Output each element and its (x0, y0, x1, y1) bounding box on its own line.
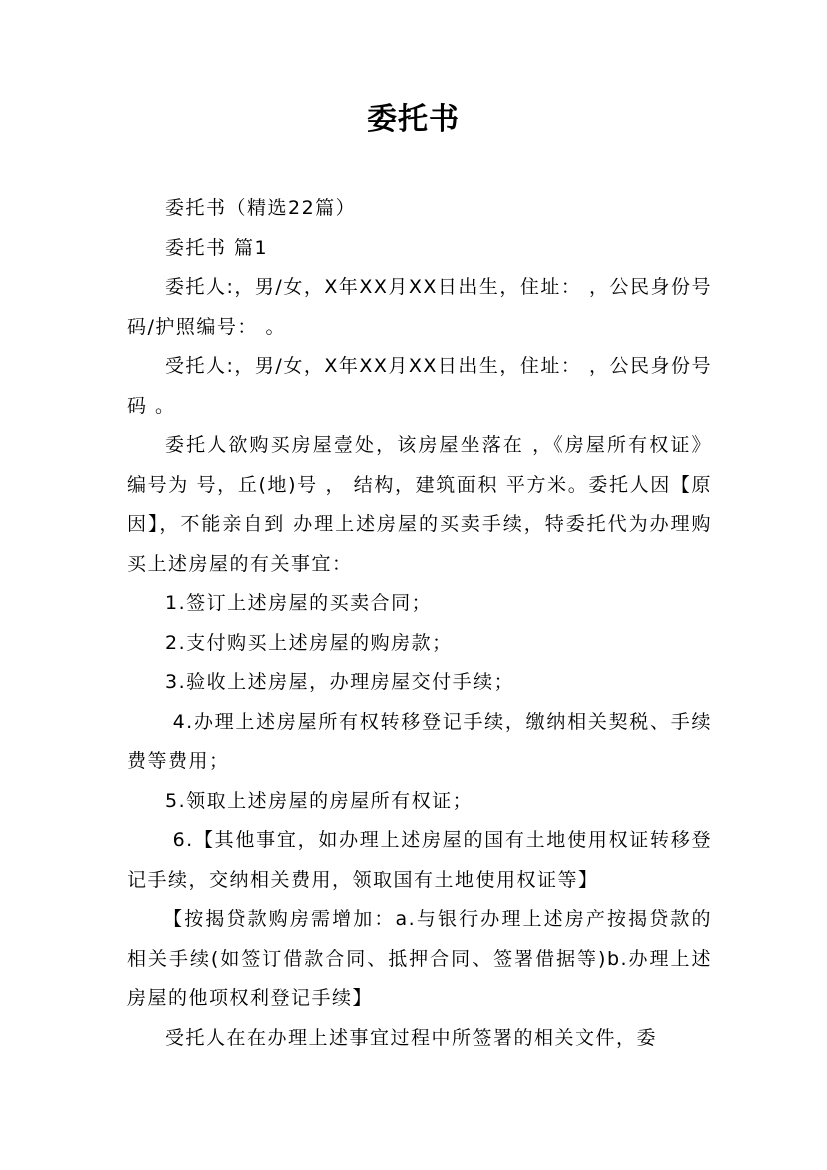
list-item-5: 5.领取上述房屋的房屋所有权证； (165, 789, 474, 812)
principal-paragraph: 委托人:，男/女，X年XX月XX日出生，住址： ，公民身份号码/护照编号： 。 (127, 276, 712, 338)
list-item-1: 1.签订上述房屋的买卖合同； (165, 592, 433, 614)
closing-paragraph: 受托人在在办理上述事宜过程中所签署的相关文件，委 (165, 1026, 658, 1049)
mortgage-paragraph: 【按揭贷款购房需增加：a.与银行办理上述房产按揭贷款的相关手续(如签订借款合同、抵押合同、签署借据等)b.办理上述房屋的他项权利登记手续】 (127, 908, 712, 1009)
list-item-6: 6.【其他事宜，如办理上述房屋的国有土地使用权证转移登记手续，交纳相关费用，领取国有土地使用权证等】 (127, 829, 712, 891)
list-item-4: 4.办理上述房屋所有权转移登记手续，缴纳相关契税、手续费等费用； (127, 710, 712, 772)
list-item-2: 2.支付购买上述房屋的购房款； (165, 631, 453, 654)
list-item-3: 3.验收上述房屋，办理房屋交付手续； (165, 671, 515, 693)
document-body (127, 189, 712, 1058)
document-title: 委托书 (367, 102, 460, 137)
purpose-paragraph: 委托人欲购买房屋壹处，该房屋坐落在 ，《房屋所有权证》编号为 号，丘(地)号 ， 结构，建筑面积 平方米。委托人因【原因】，不能亲自到 办理上述房屋的买卖手续，特委托代为办理购买上述房屋的有关事宜： (127, 434, 712, 575)
section-heading: 委托书 篇1 (165, 236, 269, 259)
agent-paragraph: 受托人:，男/女，X年XX月XX日出生，住址： ，公民身份号码 。 (127, 355, 712, 417)
subtitle-paragraph: 委托书（精选22篇） (165, 197, 357, 219)
